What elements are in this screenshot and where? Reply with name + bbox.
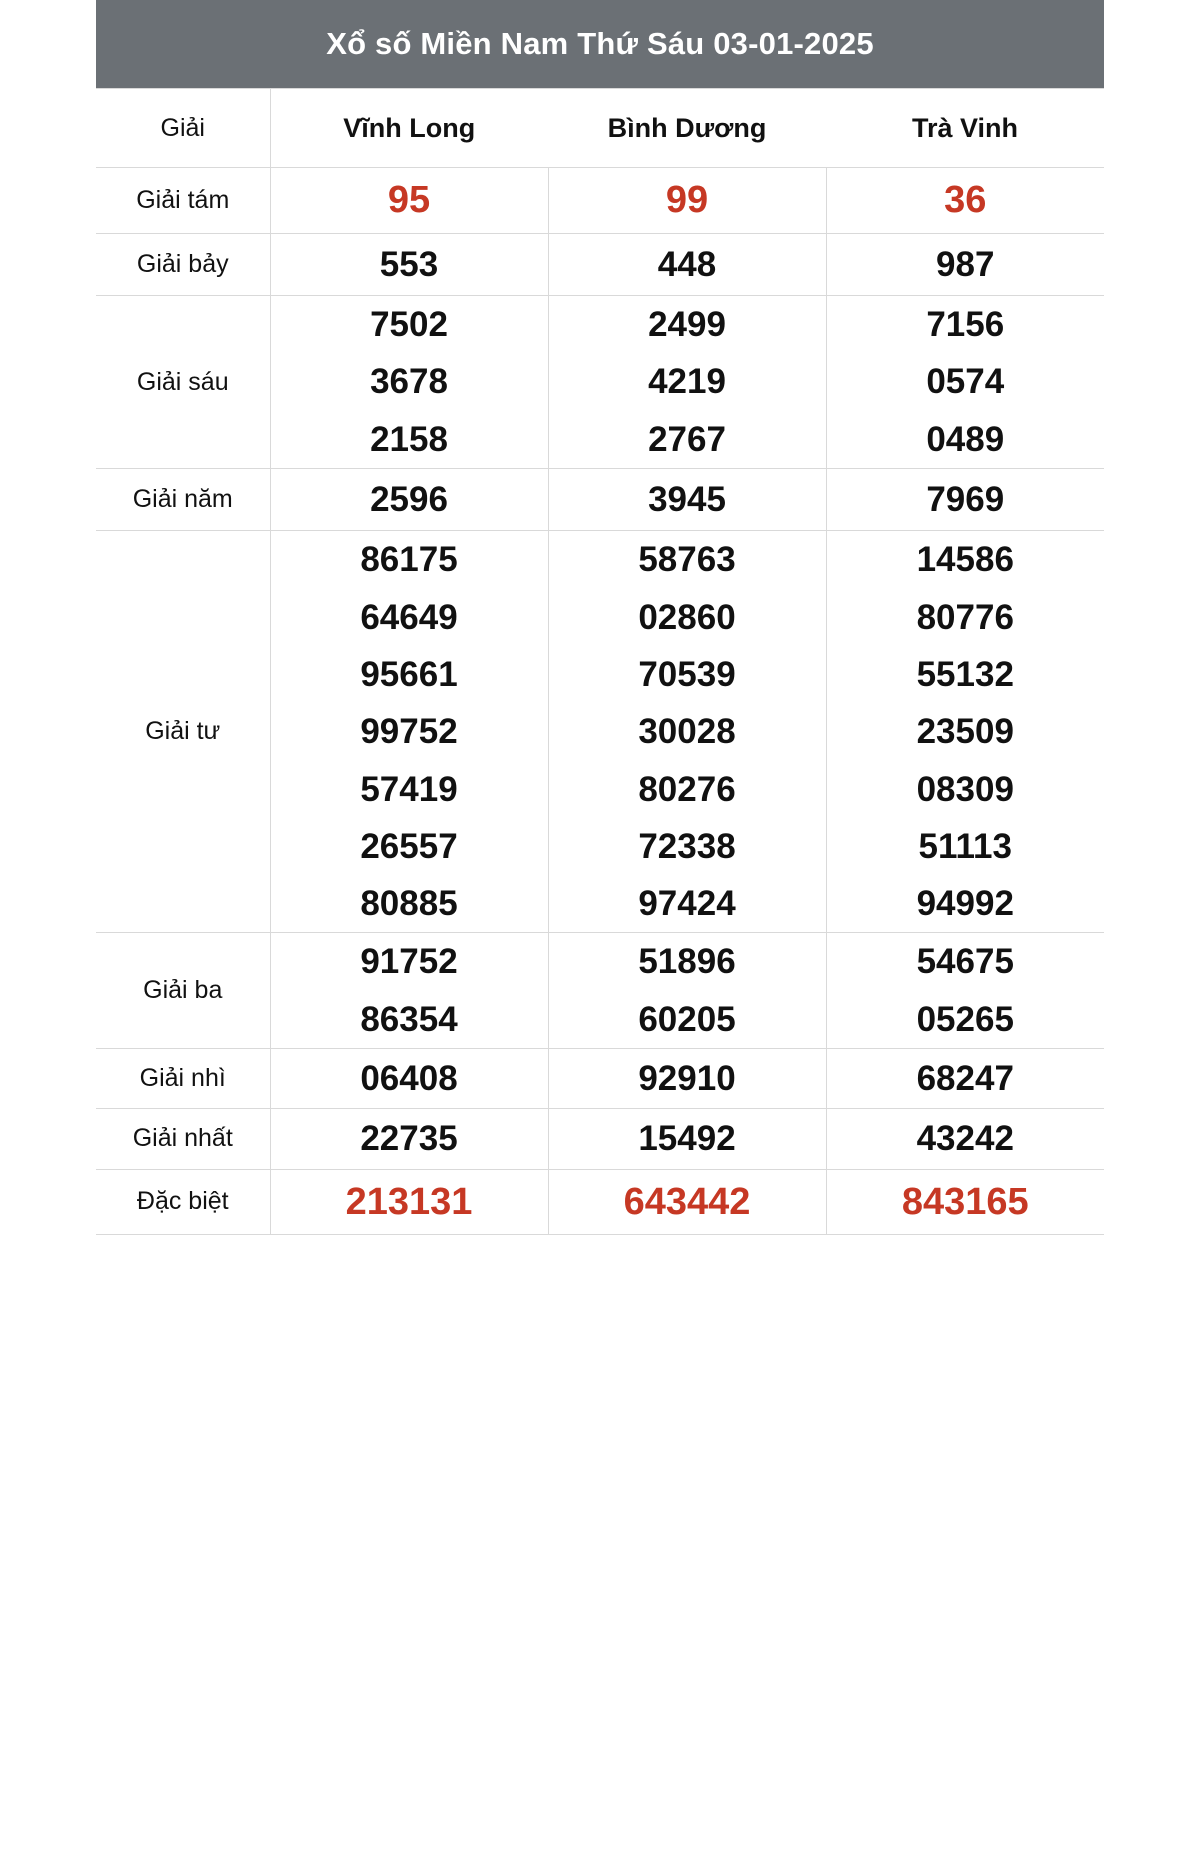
prize-number: 95 xyxy=(387,179,431,221)
prize-label: Giải ba xyxy=(96,933,270,1049)
prize-number: 91752 xyxy=(360,942,458,982)
prize-number: 2499 xyxy=(648,305,726,345)
prize-numbers-cell xyxy=(270,233,548,295)
prize-number: 987 xyxy=(936,244,995,284)
prize-number: 06408 xyxy=(360,1058,458,1098)
table-row xyxy=(96,933,1104,1049)
prize-number: 51896 xyxy=(638,942,736,982)
table-row xyxy=(96,1169,1104,1235)
prize-number: 15492 xyxy=(638,1119,736,1159)
prize-number: 643442 xyxy=(623,1180,751,1223)
prize-number: 843165 xyxy=(901,1180,1029,1223)
prize-number: 99 xyxy=(665,179,709,221)
prize-number: 7156 xyxy=(926,305,1005,345)
prize-number: 70539 xyxy=(638,654,736,694)
prize-label: Giải nhì xyxy=(96,1048,270,1108)
prize-number: 80885 xyxy=(360,884,458,924)
column-header-province-1: Vĩnh Long xyxy=(270,89,548,168)
prize-number: 95661 xyxy=(360,654,458,694)
prize-label: Giải tám xyxy=(96,168,270,234)
prize-number: 0574 xyxy=(926,362,1005,402)
prize-number: 30028 xyxy=(638,712,736,752)
prize-numbers-cell xyxy=(270,531,548,933)
prize-numbers-cell xyxy=(548,469,826,531)
prize-label: Giải sáu xyxy=(96,296,270,469)
prize-number: 55132 xyxy=(916,654,1014,694)
prize-number: 05265 xyxy=(916,999,1014,1039)
prize-number: 60205 xyxy=(638,999,736,1039)
prize-number: 36 xyxy=(944,179,987,221)
prize-numbers-cell xyxy=(826,469,1104,531)
prize-numbers-cell xyxy=(548,1048,826,1108)
table-row xyxy=(96,1109,1104,1169)
prize-number: 7502 xyxy=(370,305,448,345)
table-body xyxy=(96,168,1104,1235)
prize-number: 2596 xyxy=(370,480,448,520)
column-header-province-3: Trà Vinh xyxy=(826,89,1104,168)
prize-numbers-cell xyxy=(270,1169,548,1235)
table-row xyxy=(96,469,1104,531)
prize-number: 553 xyxy=(379,244,439,284)
prize-number: 448 xyxy=(657,244,717,284)
prize-numbers-cell xyxy=(548,1169,826,1235)
prize-numbers-cell xyxy=(826,933,1104,1049)
prize-number: 94992 xyxy=(916,884,1014,924)
prize-number: 57419 xyxy=(360,769,458,809)
prize-numbers-cell xyxy=(270,933,548,1049)
prize-numbers-cell xyxy=(548,933,826,1049)
prize-number: 3945 xyxy=(648,480,726,520)
page-title: Xổ số Miền Nam Thứ Sáu 03-01-2025 xyxy=(96,0,1104,88)
table-header-row xyxy=(96,89,1104,168)
prize-numbers-cell xyxy=(548,531,826,933)
table-row xyxy=(96,168,1104,234)
prize-numbers-cell xyxy=(826,296,1104,469)
prize-number: 97424 xyxy=(638,884,736,924)
prize-numbers-cell xyxy=(548,296,826,469)
prize-number: 72338 xyxy=(638,826,736,866)
prize-number: 14586 xyxy=(916,540,1014,580)
prize-number: 51113 xyxy=(918,826,1012,866)
prize-numbers-cell xyxy=(826,1109,1104,1169)
prize-number: 02860 xyxy=(638,597,736,637)
prize-numbers-cell xyxy=(270,1109,548,1169)
prize-label: Giải tư xyxy=(96,531,270,933)
prize-numbers-cell xyxy=(548,233,826,295)
prize-number: 43242 xyxy=(916,1119,1014,1159)
prize-number: 2158 xyxy=(370,419,448,459)
prize-number: 86354 xyxy=(360,999,458,1039)
prize-number: 68247 xyxy=(916,1058,1014,1098)
prize-numbers-cell xyxy=(826,233,1104,295)
lottery-results-page xyxy=(96,0,1104,1249)
prize-label: Giải năm xyxy=(96,469,270,531)
table-row xyxy=(96,296,1104,469)
prize-numbers-cell xyxy=(826,1169,1104,1235)
prize-number: 213131 xyxy=(345,1180,473,1223)
prize-number: 86175 xyxy=(360,540,458,580)
prize-numbers-cell xyxy=(826,1048,1104,1108)
lottery-results-table xyxy=(96,88,1104,1235)
prize-numbers-cell xyxy=(826,168,1104,234)
prize-number: 0489 xyxy=(926,419,1005,459)
prize-number: 22735 xyxy=(360,1119,458,1159)
prize-number: 7969 xyxy=(926,480,1005,520)
prize-number: 23509 xyxy=(916,712,1014,752)
prize-numbers-cell xyxy=(270,469,548,531)
prize-number: 92910 xyxy=(638,1058,736,1098)
column-header-province-2: Bình Dương xyxy=(548,89,826,168)
table-row xyxy=(96,531,1104,933)
prize-number: 99752 xyxy=(360,712,458,752)
table-row xyxy=(96,1048,1104,1108)
prize-number: 54675 xyxy=(916,942,1014,982)
prize-label: Giải bảy xyxy=(96,233,270,295)
prize-numbers-cell xyxy=(826,531,1104,933)
prize-number: 26557 xyxy=(360,826,458,866)
table-row xyxy=(96,233,1104,295)
prize-numbers-cell xyxy=(548,1109,826,1169)
prize-number: 4219 xyxy=(648,362,726,402)
bottom-spacer xyxy=(96,1235,1104,1249)
prize-numbers-cell xyxy=(548,168,826,234)
prize-number: 64649 xyxy=(360,597,458,637)
prize-label: Đặc biệt xyxy=(96,1169,270,1235)
prize-number: 80776 xyxy=(916,597,1014,637)
prize-numbers-cell xyxy=(270,296,548,469)
prize-numbers-cell xyxy=(270,1048,548,1108)
column-header-prize: Giải xyxy=(96,89,270,168)
prize-numbers-cell xyxy=(270,168,548,234)
prize-number: 08309 xyxy=(916,769,1014,809)
prize-number: 80276 xyxy=(638,769,736,809)
prize-label: Giải nhất xyxy=(96,1109,270,1169)
prize-number: 2767 xyxy=(648,419,726,459)
prize-number: 3678 xyxy=(370,362,448,402)
prize-number: 58763 xyxy=(638,540,736,580)
